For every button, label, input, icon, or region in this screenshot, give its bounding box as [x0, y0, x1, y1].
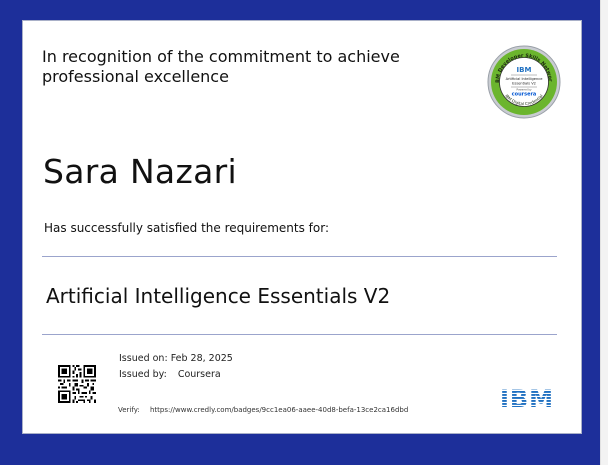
scrollbar[interactable] — [600, 0, 608, 465]
divider-bottom — [42, 334, 557, 335]
ibm-logo — [494, 385, 560, 409]
recipient-name: Sara Nazari — [43, 152, 237, 191]
recognition-text: In recognition of the commitment to achieve professional excellence — [42, 47, 400, 86]
badge-ring-top-text: BM Developer Skills Networ — [494, 52, 554, 84]
badge-brand-text: IBM — [516, 66, 532, 74]
badge-title-line1: Artificial Intelligence — [505, 77, 543, 81]
qr-code[interactable] — [58, 365, 96, 403]
badge-partner-text: coursera — [511, 91, 537, 98]
issued-on-value: Feb 28, 2025 — [170, 353, 233, 364]
issued-on-label: Issued on: — [119, 353, 168, 364]
badge-title-line2: Essentials V2 — [512, 81, 536, 86]
verify-line — [118, 405, 408, 415]
badge-powered-by: Powered by — [516, 88, 532, 92]
credential-badge — [487, 45, 561, 119]
issued-on — [119, 353, 233, 365]
course-title: Artificial Intelligence Essentials V2 — [46, 284, 391, 308]
divider-top — [42, 256, 557, 257]
issued-by-label: Issued by: — [119, 369, 167, 380]
certificate-page — [22, 20, 582, 434]
issued-by-value: Coursera — [177, 369, 221, 380]
requirements-text: Has successfully satisfied the requirements for: — [44, 221, 330, 235]
issued-by — [119, 369, 221, 381]
verify-label: Verify: — [118, 406, 140, 414]
badge-ring-bottom-text: IBM Digital Credential — [504, 93, 544, 107]
verify-url-link[interactable]: https://www.credly.com/badges/9cc1ea06-aaee-40d8-befa-13ce2ca16dbd — [149, 406, 409, 414]
